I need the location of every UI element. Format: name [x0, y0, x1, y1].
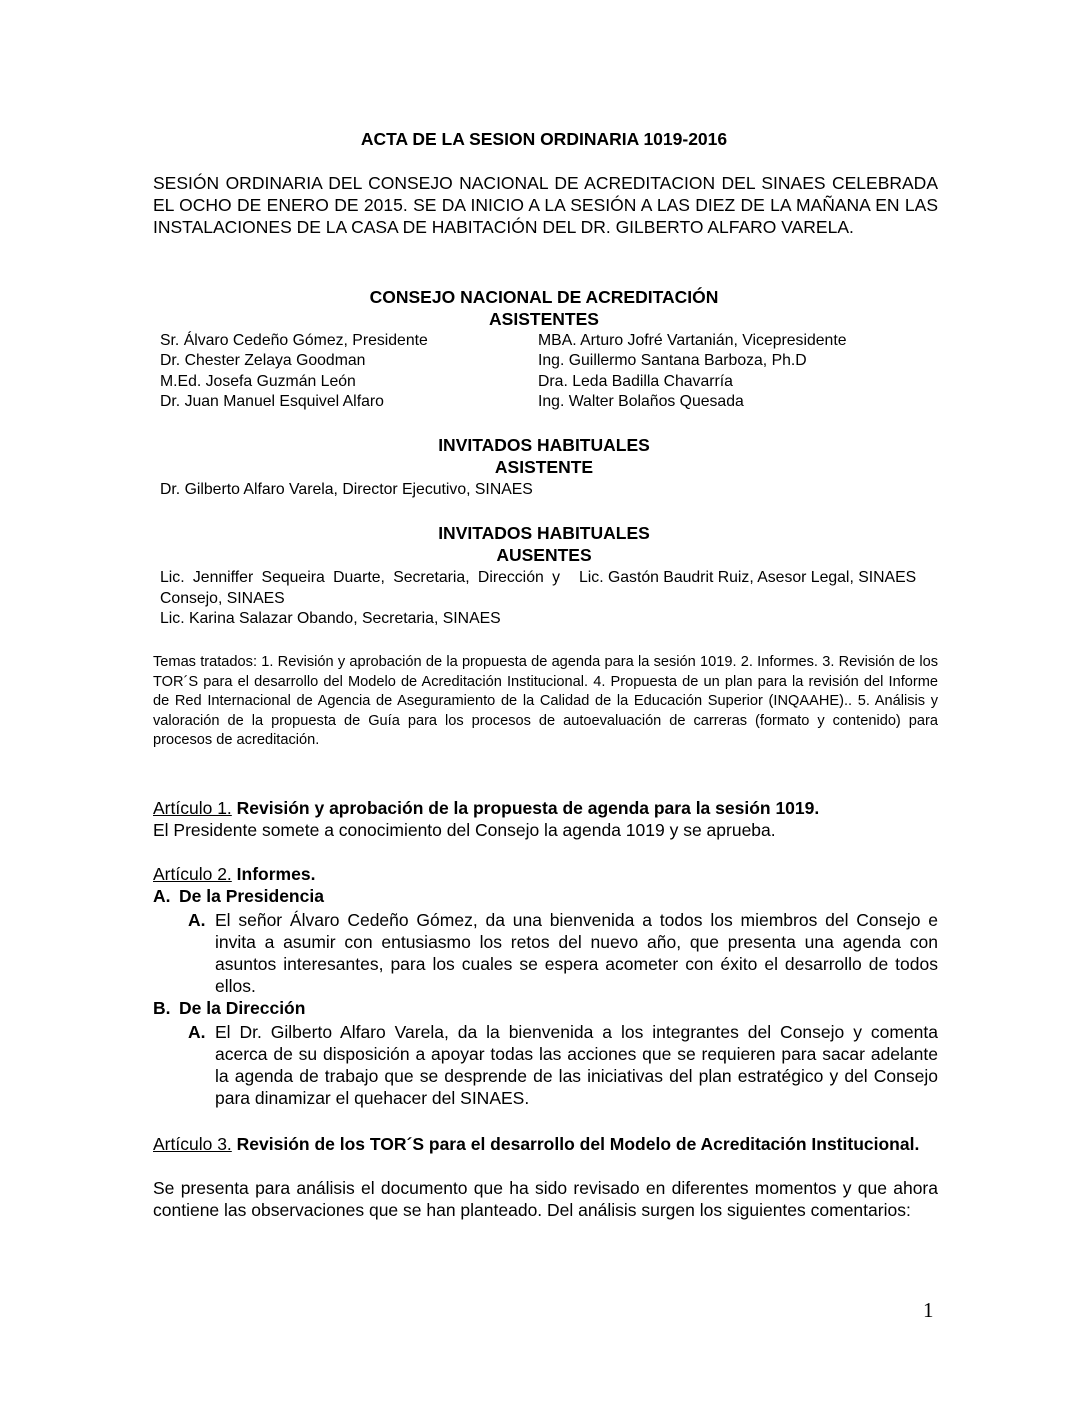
council-subheading: ASISTENTES	[489, 309, 599, 329]
guests-absent-heading: INVITADOS HABITUALES	[438, 523, 650, 543]
member-left-4: Dr. Juan Manuel Esquivel Alfaro	[160, 393, 384, 410]
section-a-item-marker: A.	[188, 910, 206, 930]
member-left-2: Dr. Chester Zelaya Goodman	[160, 352, 366, 369]
section-a-marker: A.	[153, 886, 171, 906]
guests-absent-subheading: AUSENTES	[496, 545, 592, 565]
guest-absent-right-1: Lic. Gastón Baudrit Ruiz, Asesor Legal, SINAES	[579, 569, 917, 586]
article-2-heading	[153, 863, 315, 885]
session-intro: SESIÓN ORDINARIA DEL CONSEJO NACIONAL DE ACREDITACION DEL SINAES CELEBRADA EL OCHO DE ENERO DE 2015. SE DA INICIO A LA SESIÓN A LAS DIEZ DE LA MAÑANA EN LAS INSTALACIONES DE LA CASA DE HABITACIÓN DEL DR. GILBERTO ALFARO VARELA.	[153, 173, 938, 237]
member-right-1: MBA. Arturo Jofré Vartanián, Vicepresidente	[538, 332, 847, 349]
article-2-label: Artículo 2.	[153, 864, 232, 884]
section-a-title: De la Presidencia	[179, 886, 324, 906]
section-b-item-marker: A.	[188, 1022, 206, 1042]
member-left-1: Sr. Álvaro Cedeño Gómez, Presidente	[160, 332, 428, 349]
guest-present-item: Dr. Gilberto Alfaro Varela, Director Ejecutivo, SINAES	[160, 481, 533, 498]
article-3-label: Artículo 3.	[153, 1134, 232, 1154]
section-a-item-text: El señor Álvaro Cedeño Gómez, da una bienvenida a todos los miembros del Consejo e invita a asumir con entusiasmo los retos del nuevo año, que presenta una agenda con asuntos interesantes, para los cuales se espera acometer con éxito el desarrollo de todos ellos.	[215, 910, 938, 996]
topics-paragraph: Temas tratados: 1. Revisión y aprobación de la propuesta de agenda para la sesión 1019. 2. Informes. 3. Revisión de los TOR´S para el desarrollo del Modelo de Acreditación Institucional. 4. Propuesta de un plan para la revisión del Informe de Red Internacional de Agencia de Aseguramiento de la Calidad de la Educación Superior (INQAAHE).. 5. Análisis y valoración de la propuesta de Guía para los procesos de autoevaluación de carreras (formato y contenido) para procesos de acreditación.	[153, 654, 938, 748]
member-right-4: Ing. Walter Bolaños Quesada	[538, 393, 744, 410]
section-b-item-text: El Dr. Gilberto Alfaro Varela, da la bienvenida a los integrantes del Consejo y comenta acerca de su disposición a apoyar todas las acciones que se requieren para sacar adelante la agenda de trabajo que se desprende de las iniciativas del plan estratégico y del Consejo para dinamizar el quehacer del SINAES.	[215, 1022, 938, 1108]
article-1-heading	[153, 797, 943, 819]
section-b-title: De la Dirección	[179, 998, 306, 1018]
article-1-title: Revisión y aprobación de la propuesta de agenda para la sesión 1019.	[236, 798, 820, 818]
document-title: ACTA DE LA SESION ORDINARIA 1019-2016	[360, 129, 728, 149]
article-1-label: Artículo 1.	[153, 798, 232, 818]
guest-absent-left-2: Lic. Karina Salazar Obando, Secretaria, SINAES	[160, 610, 501, 627]
article-3-heading	[153, 1133, 938, 1155]
guests-present-heading: INVITADOS HABITUALES	[438, 435, 650, 455]
article-2-title: Informes.	[236, 864, 316, 884]
section-b-marker: B.	[153, 998, 171, 1018]
page-number: 1	[923, 1298, 934, 1322]
member-left-3: M.Ed. Josefa Guzmán León	[160, 373, 356, 390]
guests-present-subheading: ASISTENTE	[494, 457, 594, 477]
council-heading: CONSEJO NACIONAL DE ACREDITACIÓN	[369, 287, 719, 307]
member-right-2: Ing. Guillermo Santana Barboza, Ph.D	[538, 352, 807, 369]
member-right-3: Dra. Leda Badilla Chavarría	[538, 373, 733, 390]
article-3-text: Se presenta para análisis el documento que ha sido revisado en diferentes momentos y que ahora contiene las observaciones que se han planteado. Del análisis surgen los siguientes comentarios:	[153, 1178, 938, 1220]
guest-absent-left-1: Lic. Jenniffer Sequeira Duarte, Secretaria, Dirección y Consejo, SINAES	[160, 569, 560, 607]
article-1-text: El Presidente somete a conocimiento del Consejo la agenda 1019 y se aprueba.	[153, 820, 776, 840]
article-3-title: Revisión de los TOR´S para el desarrollo del Modelo de Acreditación Institucional.	[236, 1134, 920, 1154]
